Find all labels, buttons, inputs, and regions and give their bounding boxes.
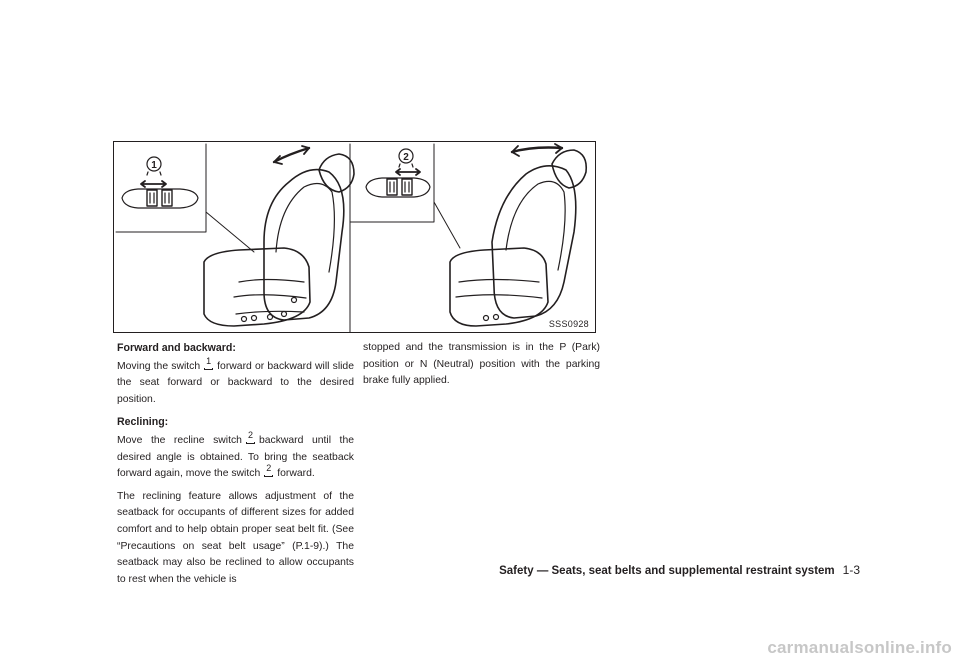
text-segment: forward or backward will slide the seat forward or backward to the desired position. [117, 360, 354, 405]
right-column [363, 340, 600, 396]
callout-ref-number: 2 [247, 429, 253, 440]
callout-ref-number: 2 [266, 463, 272, 474]
paragraph-recline-2-continued: stopped and the transmission is in the P (Park) position or N (Neutral) position with the parking brake fully applied. [363, 342, 600, 387]
paragraph-recline-2: The reclining feature allows adjustment of the seatback for occupants of different sizes for added comfort and to help obtain proper seat belt fit. (See “Precautions on seat belt usage” (P.1-9).) The seatback may also be reclined to allow occupants to rest when the vehicle is [117, 490, 354, 585]
callout-ref-2b [263, 463, 274, 477]
text-segment: backward until the desired angle is obtained. To bring the seatback forward again, move the switch [117, 434, 355, 480]
heading-reclining: Reclining: [117, 416, 169, 429]
callout-ref-1 [203, 355, 214, 370]
watermark: carmanualsonline.info [767, 638, 952, 657]
callout-2: 2 [403, 152, 409, 163]
callout-ref-2 [245, 429, 256, 444]
seat-adjustment-figure [113, 141, 596, 333]
text-segment: Moving the switch [117, 360, 201, 372]
figure-code: SSS0928 [548, 319, 589, 329]
seat-illustration [114, 142, 597, 334]
text-segment: forward. [277, 468, 315, 480]
callout-1: 1 [151, 160, 157, 171]
callout-ref-number: 1 [206, 355, 212, 366]
paragraph-recline-1 [117, 429, 355, 483]
page-footer [480, 563, 860, 577]
text-segment: Move the recline switch [117, 434, 242, 446]
page-number: 1-3 [842, 563, 860, 577]
heading-forward-backward: Forward and backward: [117, 342, 236, 354]
footer-section-title: Safety — Seats, seat belts and supplemental restraint system [499, 565, 835, 577]
paragraph-forward [117, 355, 354, 409]
left-column [117, 340, 354, 594]
